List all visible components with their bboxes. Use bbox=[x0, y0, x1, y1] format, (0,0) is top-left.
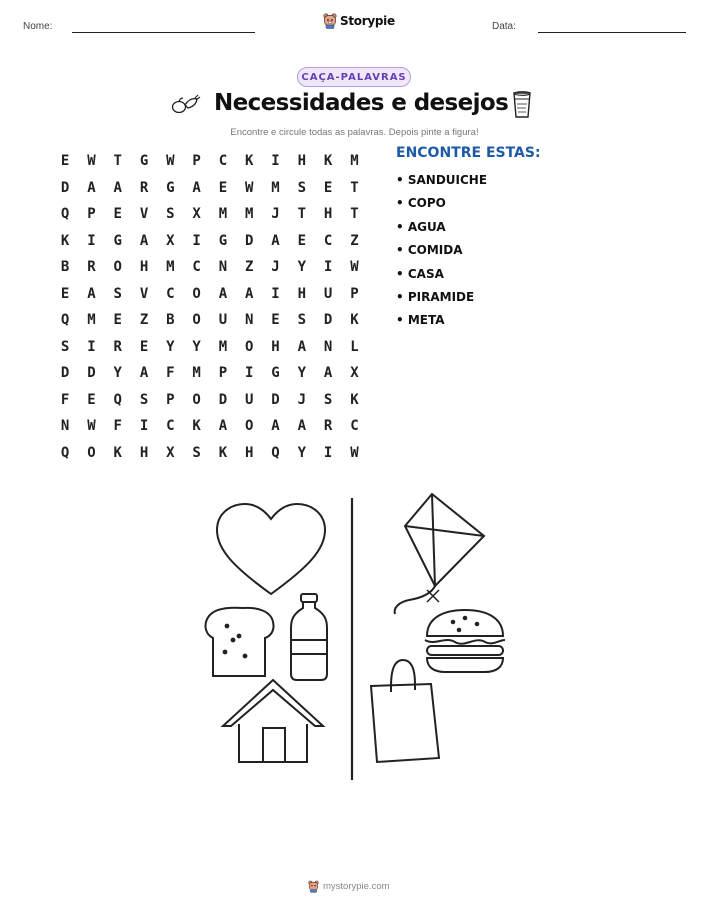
grid-cell[interactable]: E bbox=[60, 285, 70, 302]
grid-cell[interactable]: H bbox=[323, 206, 333, 223]
grid-cell[interactable]: K bbox=[350, 391, 359, 408]
grid-cell[interactable]: O bbox=[192, 391, 201, 408]
grid-cell[interactable]: Q bbox=[113, 391, 122, 408]
grid-cell[interactable]: C bbox=[350, 418, 359, 435]
grid-cell[interactable]: S bbox=[192, 444, 201, 461]
grid-cell[interactable]: A bbox=[271, 418, 280, 435]
grid-cell[interactable]: T bbox=[350, 206, 359, 223]
house-icon bbox=[223, 680, 323, 762]
word-item: • COPO bbox=[396, 196, 446, 211]
grid-cell[interactable]: Q bbox=[271, 444, 280, 461]
page-title: Necessidades e desejos bbox=[214, 90, 509, 116]
grid-cell[interactable]: G bbox=[113, 232, 122, 249]
grid-cell[interactable]: X bbox=[192, 206, 201, 223]
bear-mascot-icon bbox=[323, 13, 337, 29]
grid-cell[interactable]: S bbox=[139, 391, 149, 408]
grid-cell[interactable]: P bbox=[87, 206, 96, 223]
grid-cell[interactable]: R bbox=[87, 259, 96, 276]
grid-cell[interactable]: S bbox=[297, 179, 307, 196]
shopping-bag-icon bbox=[371, 660, 439, 762]
grid-cell[interactable]: T bbox=[350, 179, 359, 196]
grid-cell[interactable]: Y bbox=[113, 365, 122, 382]
activity-badge: CAÇA-PALAVRAS bbox=[297, 67, 411, 87]
grid-cell[interactable]: H bbox=[139, 259, 149, 276]
grid-cell[interactable]: U bbox=[323, 285, 333, 302]
grid-row bbox=[52, 413, 368, 440]
grid-cell[interactable]: O bbox=[192, 312, 201, 329]
grid-cell[interactable]: E bbox=[297, 232, 307, 249]
grid-row bbox=[52, 254, 368, 281]
grid-row bbox=[52, 228, 368, 255]
grid-cell[interactable]: A bbox=[87, 285, 96, 302]
grid-row bbox=[52, 307, 368, 334]
grid-cell[interactable]: M bbox=[87, 312, 96, 329]
grid-cell[interactable]: H bbox=[139, 444, 149, 461]
grid-cell[interactable]: F bbox=[113, 418, 122, 435]
grid-cell[interactable]: H bbox=[297, 285, 307, 302]
instructions: Encontre e circule todas as palavras. Depois pinte a figura! bbox=[230, 127, 479, 138]
word-item: • AGUA bbox=[396, 219, 446, 234]
grid-cell[interactable]: I bbox=[271, 153, 280, 170]
grid-cell[interactable]: D bbox=[87, 365, 96, 382]
name-label: Nome: bbox=[23, 21, 53, 32]
grid-cell[interactable]: W bbox=[87, 418, 96, 435]
grid-row bbox=[52, 360, 368, 387]
grid-cell[interactable]: M bbox=[271, 179, 280, 196]
grid-cell[interactable]: U bbox=[245, 391, 254, 408]
grid-cell[interactable]: X bbox=[166, 232, 175, 249]
grid-cell[interactable]: S bbox=[166, 206, 175, 223]
grid-cell[interactable]: F bbox=[166, 365, 175, 382]
grid-row bbox=[52, 281, 368, 308]
grid-cell[interactable]: J bbox=[297, 391, 307, 408]
grid-cell[interactable]: D bbox=[323, 312, 333, 329]
grid-cell[interactable]: D bbox=[218, 391, 228, 408]
grid-cell[interactable]: S bbox=[323, 391, 333, 408]
grid-cell[interactable]: O bbox=[192, 285, 201, 302]
grid-cell[interactable]: M bbox=[350, 153, 359, 170]
grid-cell[interactable]: A bbox=[323, 365, 333, 382]
grid-cell[interactable]: K bbox=[350, 312, 359, 329]
word-item: • COMIDA bbox=[396, 243, 463, 258]
grid-cell[interactable]: C bbox=[166, 418, 175, 435]
grid-cell[interactable]: X bbox=[166, 444, 175, 461]
grid-cell[interactable]: J bbox=[271, 206, 280, 223]
grid-cell[interactable]: M bbox=[218, 206, 228, 223]
grid-cell[interactable]: M bbox=[245, 206, 254, 223]
grid-cell[interactable]: A bbox=[139, 365, 149, 382]
burger-icon bbox=[425, 610, 505, 672]
grid-cell[interactable]: G bbox=[166, 179, 175, 196]
grid-cell[interactable]: B bbox=[166, 312, 175, 329]
footer bbox=[308, 880, 390, 893]
grid-cell[interactable]: F bbox=[60, 391, 70, 408]
grid-cell[interactable]: B bbox=[60, 259, 70, 276]
grid-cell[interactable]: H bbox=[297, 153, 307, 170]
glass-icon bbox=[510, 90, 534, 120]
grid-cell[interactable]: P bbox=[192, 153, 201, 170]
grid-cell[interactable]: N bbox=[218, 259, 228, 276]
word-item: • META bbox=[396, 313, 445, 328]
grid-cell[interactable]: P bbox=[166, 391, 175, 408]
grid-cell[interactable]: W bbox=[350, 259, 359, 276]
grid-cell[interactable]: O bbox=[245, 338, 254, 355]
grid-cell[interactable]: A bbox=[139, 232, 149, 249]
grid-cell[interactable]: E bbox=[113, 312, 122, 329]
grid-cell[interactable]: O bbox=[113, 259, 122, 276]
grid-cell[interactable]: I bbox=[323, 444, 333, 461]
grid-cell[interactable]: A bbox=[192, 179, 201, 196]
word-list-title: ENCONTRE ESTAS: bbox=[396, 145, 541, 161]
grid-cell[interactable]: Z bbox=[245, 259, 254, 276]
grid-cell[interactable]: E bbox=[323, 179, 333, 196]
bread-icon bbox=[206, 608, 274, 676]
grid-cell[interactable]: P bbox=[218, 365, 228, 382]
word-item: • CASA bbox=[396, 266, 444, 281]
grid-cell[interactable]: E bbox=[271, 312, 280, 329]
grid-row bbox=[52, 148, 368, 175]
grid-cell[interactable]: M bbox=[166, 259, 175, 276]
name-field-line[interactable] bbox=[72, 32, 255, 33]
grid-cell[interactable]: G bbox=[271, 365, 280, 382]
brand-logo bbox=[323, 13, 395, 29]
date-label: Data: bbox=[492, 21, 516, 32]
grid-cell[interactable]: Z bbox=[350, 232, 359, 249]
grid-cell[interactable]: R bbox=[323, 418, 333, 435]
water-bottle-icon bbox=[291, 594, 327, 680]
word-item: • PIRAMIDE bbox=[396, 289, 475, 304]
grid-cell[interactable]: D bbox=[60, 179, 70, 196]
heart-icon bbox=[217, 504, 325, 594]
grid-cell[interactable]: G bbox=[218, 232, 228, 249]
grid-cell[interactable]: X bbox=[350, 365, 359, 382]
grid-cell[interactable]: N bbox=[60, 418, 70, 435]
grid-cell[interactable]: O bbox=[87, 444, 96, 461]
grid-cell[interactable]: Y bbox=[297, 259, 307, 276]
grid-cell[interactable]: Q bbox=[60, 312, 70, 329]
grid-cell[interactable]: E bbox=[60, 153, 70, 170]
grid-cell[interactable]: L bbox=[350, 338, 359, 355]
grid-row bbox=[52, 201, 368, 228]
grid-cell[interactable]: C bbox=[323, 232, 333, 249]
grid-cell[interactable]: A bbox=[245, 285, 254, 302]
grid-cell[interactable]: Y bbox=[297, 365, 307, 382]
grid-cell[interactable]: A bbox=[87, 179, 96, 196]
grid-cell[interactable]: I bbox=[139, 418, 149, 435]
grid-cell[interactable]: A bbox=[271, 232, 280, 249]
grid-cell[interactable]: Y bbox=[166, 338, 175, 355]
word-item: • SANDUICHE bbox=[396, 173, 488, 187]
grid-cell[interactable]: K bbox=[192, 418, 201, 435]
grid-cell[interactable]: U bbox=[218, 312, 228, 329]
grid-cell[interactable]: E bbox=[218, 179, 228, 196]
grid-cell[interactable]: W bbox=[350, 444, 359, 461]
bear-mascot-icon bbox=[308, 880, 319, 893]
grid-cell[interactable]: R bbox=[113, 338, 122, 355]
word-list bbox=[396, 170, 487, 334]
grid-cell[interactable]: E bbox=[139, 338, 149, 355]
grid-cell[interactable]: I bbox=[271, 285, 280, 302]
grid-cell[interactable]: S bbox=[60, 338, 70, 355]
grid-row bbox=[52, 387, 368, 414]
grid-cell[interactable]: E bbox=[87, 391, 96, 408]
brand-name: Storypie bbox=[340, 14, 395, 28]
grid-cell[interactable]: W bbox=[166, 153, 175, 170]
grid-cell[interactable]: N bbox=[323, 338, 333, 355]
grid-cell[interactable]: V bbox=[139, 206, 149, 223]
food-icon bbox=[170, 93, 202, 115]
grid-cell[interactable]: K bbox=[245, 153, 254, 170]
grid-cell[interactable]: Q bbox=[60, 444, 70, 461]
grid-cell[interactable]: H bbox=[245, 444, 254, 461]
grid-cell[interactable]: Y bbox=[192, 338, 201, 355]
grid-cell[interactable]: A bbox=[218, 285, 228, 302]
grid-cell[interactable]: A bbox=[113, 179, 122, 196]
grid-cell[interactable]: K bbox=[218, 444, 228, 461]
grid-cell[interactable]: C bbox=[218, 153, 228, 170]
grid-row bbox=[52, 175, 368, 202]
grid-cell[interactable]: Q bbox=[60, 206, 70, 223]
kite-icon bbox=[395, 494, 484, 614]
grid-cell[interactable]: J bbox=[271, 259, 280, 276]
grid-cell[interactable]: O bbox=[245, 418, 254, 435]
grid-cell[interactable]: I bbox=[245, 365, 254, 382]
grid-cell[interactable]: Y bbox=[297, 444, 307, 461]
date-field-line[interactable] bbox=[538, 32, 686, 33]
grid-cell[interactable]: C bbox=[192, 259, 201, 276]
grid-cell[interactable]: K bbox=[113, 444, 122, 461]
grid-cell[interactable]: N bbox=[245, 312, 254, 329]
grid-cell[interactable]: A bbox=[297, 338, 307, 355]
grid-cell[interactable]: I bbox=[323, 259, 333, 276]
grid-cell[interactable]: V bbox=[139, 285, 149, 302]
grid-cell[interactable]: K bbox=[60, 232, 70, 249]
grid-cell[interactable]: S bbox=[113, 285, 122, 302]
grid-row bbox=[52, 440, 368, 467]
grid-cell[interactable]: M bbox=[218, 338, 228, 355]
coloring-illustration[interactable] bbox=[195, 490, 505, 790]
grid-cell[interactable]: I bbox=[87, 338, 96, 355]
grid-cell[interactable]: P bbox=[350, 285, 359, 302]
grid-row bbox=[52, 334, 368, 361]
grid-cell[interactable]: R bbox=[139, 179, 149, 196]
grid-cell[interactable]: C bbox=[166, 285, 175, 302]
grid-cell[interactable]: D bbox=[60, 365, 70, 382]
grid-cell[interactable]: T bbox=[113, 153, 122, 170]
grid-cell[interactable]: E bbox=[113, 206, 122, 223]
footer-url[interactable]: mystorypie.com bbox=[323, 881, 390, 892]
grid-cell[interactable]: D bbox=[271, 391, 280, 408]
grid-cell[interactable]: I bbox=[87, 232, 96, 249]
grid-cell[interactable]: A bbox=[218, 418, 228, 435]
grid-cell[interactable]: S bbox=[297, 312, 307, 329]
grid-cell[interactable]: G bbox=[139, 153, 149, 170]
grid-cell[interactable]: W bbox=[87, 153, 96, 170]
grid-cell[interactable]: T bbox=[297, 206, 307, 223]
grid-cell[interactable]: W bbox=[245, 179, 254, 196]
grid-cell[interactable]: H bbox=[271, 338, 280, 355]
grid-cell[interactable]: K bbox=[323, 153, 333, 170]
grid-cell[interactable]: Z bbox=[139, 312, 149, 329]
word-search-grid[interactable] bbox=[52, 148, 368, 466]
grid-cell[interactable]: D bbox=[245, 232, 254, 249]
grid-cell[interactable]: M bbox=[192, 365, 201, 382]
grid-cell[interactable]: I bbox=[192, 232, 201, 249]
grid-cell[interactable]: A bbox=[297, 418, 307, 435]
